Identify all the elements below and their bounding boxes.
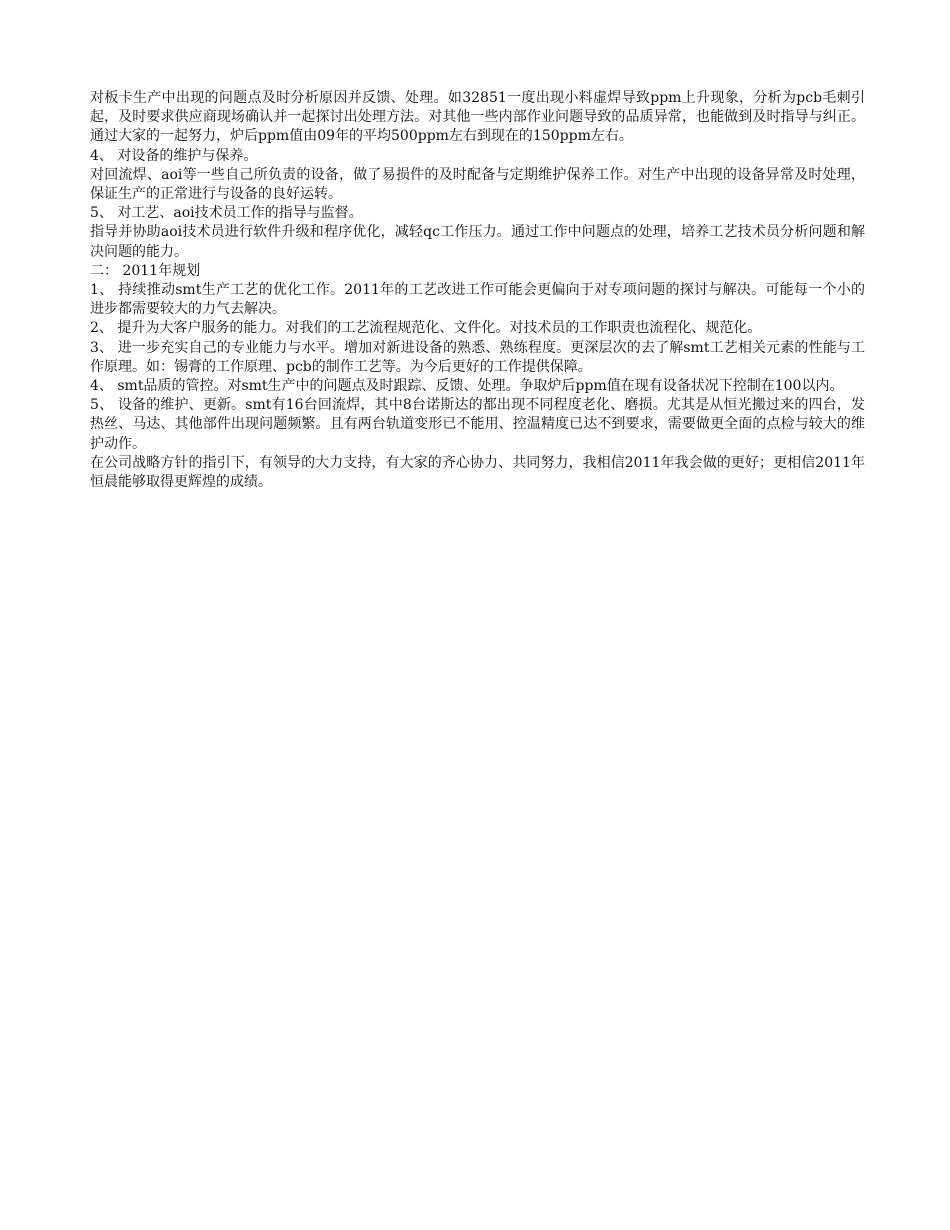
paragraph-board-issues: 对板卡生产中出现的问题点及时分析原因并反馈、处理。如32851一度出现小料虚焊导致ppm上升现象，分析为pcb毛刺引起，及时要求供应商现场确认并一起探讨出处理方法。对其他一些内部作业问题导致的品质异常，也能做到及时指导与纠正。通过大家的一起努力，炉后ppm值由09年的平均500ppm左右到现在的150ppm左右。: [90, 90, 865, 145]
plan-item-4: 4、 smt品质的管控。对smt生产中的问题点及时跟踪、反馈、处理。争取炉后ppm值在现有设备状况下控制在100以内。: [90, 378, 844, 395]
plan-item-5: 5、 设备的维护、更新。smt有16台回流焊，其中8台诺斯达的都出现不同程度老化、磨损。尤其是从恒光搬过来的四台，发热丝、马达、其他部件出现问题频繁。且有两台轨道变形已不能用、控温精度已达不到要求，需要做更全面的点检与较大的维护动作。: [90, 397, 865, 452]
paragraph-equipment-maintenance: 对回流焊、aoi等一些自己所负责的设备，做了易损件的及时配备与定期维护保养工作。对生产中出现的设备异常及时处理，保证生产的正常进行与设备的良好运转。: [90, 166, 865, 203]
section-heading-2011-plan: 二： 2011年规划: [90, 262, 201, 279]
paragraph-technician-guidance: 指导并协助aoi技术员进行软件升级和程序优化，减轻qc工作压力。通过工作中问题点的处理，培养工艺技术员分析问题和解决问题的能力。: [90, 224, 865, 260]
plan-item-1: 1、 持续推动smt生产工艺的优化工作。2011年的工艺改进工作可能会更偏向于对专项问题的探讨与解决。可能每一个小的进步都需要较大的力气去解决。: [90, 282, 865, 318]
paragraph-closing: 在公司战略方针的指引下，有领导的大力支持，有大家的齐心协力、共同努力，我相信2011年我会做的更好；更相信2011年恒晨能够取得更辉煌的成绩。: [90, 454, 865, 491]
plan-item-3: 3、 进一步充实自己的专业能力与水平。增加对新进设备的熟悉、熟练程度。更深层次的去了解smt工艺相关元素的性能与工作原理。如：锡膏的工作原理、pcb的制作工艺等。为今后更好的工作提供保障。: [90, 339, 865, 375]
heading-equipment-maintenance: 4、 对设备的维护与保养。: [90, 147, 258, 164]
heading-technician-guidance: 5、 对工艺、aoi技术员工作的指导与监督。: [90, 205, 363, 222]
plan-item-2: 2、 提升为大客户服务的能力。对我们的工艺流程规范化、文件化。对技术员的工作职责也流程化、规范化。: [90, 320, 762, 337]
document-body: [90, 89, 865, 492]
